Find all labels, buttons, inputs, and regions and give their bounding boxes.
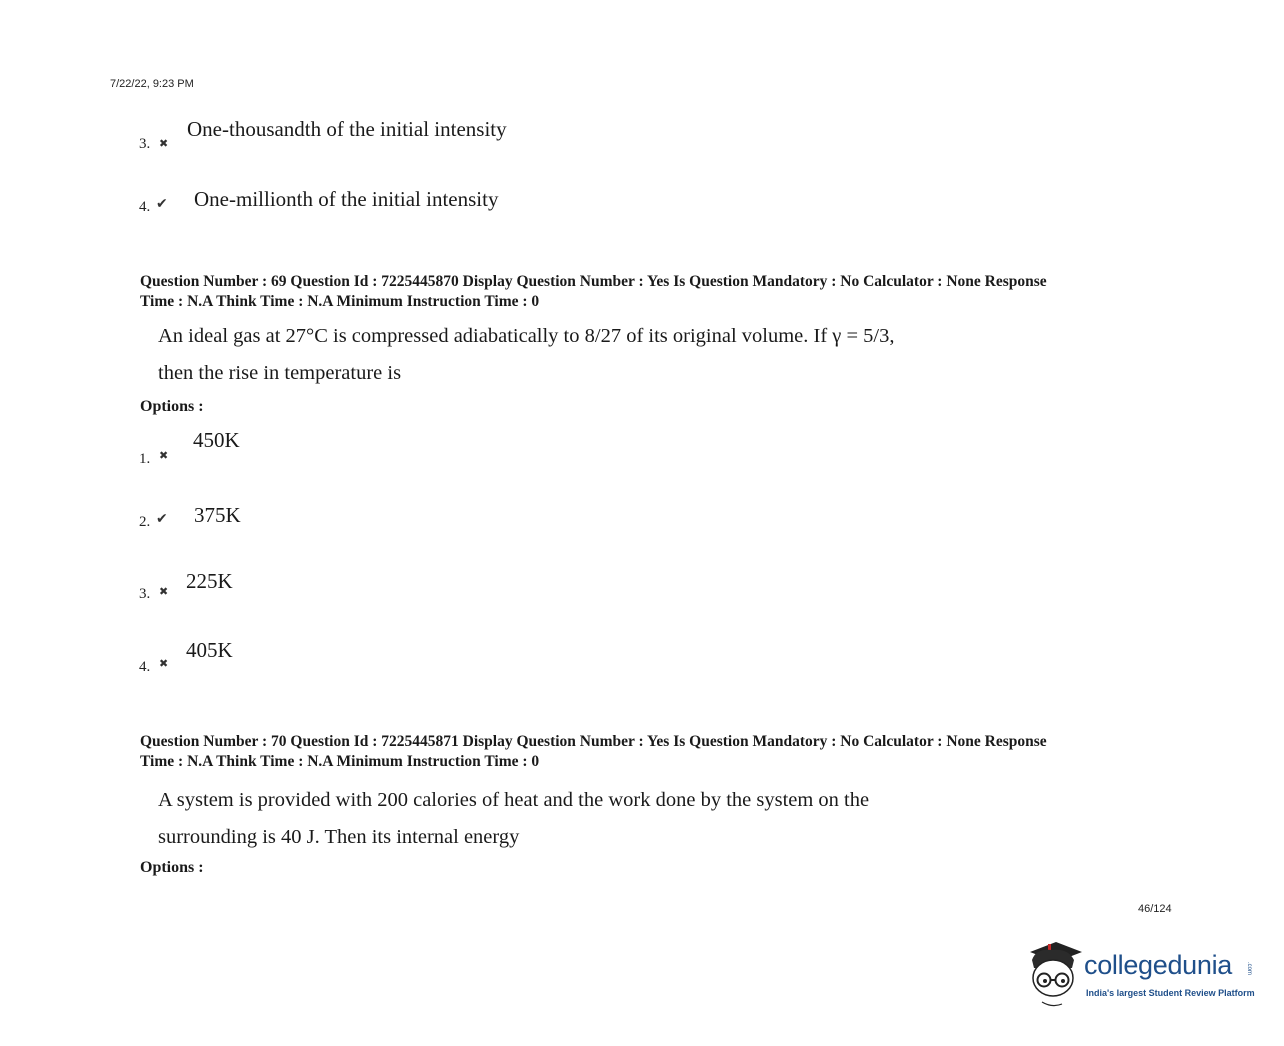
option-text: 405K — [186, 638, 233, 662]
logo-tagline: India's largest Student Review Platform — [1086, 988, 1255, 998]
cross-mark-icon: ✖ — [159, 137, 169, 150]
cross-mark-icon: ✖ — [159, 449, 169, 462]
cross-mark-icon: ✖ — [159, 585, 169, 598]
option-number: 4. — [139, 199, 151, 215]
check-mark-icon: ✔ — [156, 511, 168, 527]
logo-suffix: .com — [1246, 962, 1252, 976]
option-text: 450K — [193, 428, 240, 452]
logo-wordmark: collegedunia — [1084, 950, 1233, 980]
question-meta: Question Number : 69 Question Id : 7225445870 Display Question Number : Yes Is Question Mandatory : No Calculator : None Response Time : N.A Think Time : N.A Minimum Instruction Time : 0 — [140, 273, 1047, 310]
options-label: Options : — [140, 859, 204, 876]
question-text: A system is provided with 200 calories of heat and the work done by the system on the — [158, 789, 870, 811]
option-text: One-thousandth of the initial intensity — [187, 117, 507, 141]
option-number: 2. — [139, 514, 151, 530]
question-meta: Question Number : 70 Question Id : 7225445871 Display Question Number : Yes Is Question Mandatory : No Calculator : None Response Time : N.A Think Time : N.A Minimum Instruction Time : 0 — [140, 733, 1047, 770]
option-number: 3. — [139, 136, 151, 152]
question-text: An ideal gas at 27°C is compressed adiabatically to 8/27 of its original volume. If γ = 5/3, — [158, 325, 895, 347]
print-timestamp: 7/22/22, 9:23 PM — [110, 78, 194, 90]
check-mark-icon: ✔ — [156, 196, 168, 212]
option-number: 3. — [139, 586, 151, 602]
page-number: 46/124 — [1138, 903, 1172, 915]
option-number: 1. — [139, 451, 151, 467]
option-text: 225K — [186, 569, 233, 593]
option-text: One-millionth of the initial intensity — [194, 187, 499, 211]
mascot-icon — [1022, 938, 1086, 1010]
options-label: Options : — [140, 398, 204, 415]
cross-mark-icon: ✖ — [159, 657, 169, 670]
option-number: 4. — [139, 659, 151, 675]
collegedunia-logo — [1022, 938, 1262, 1010]
question-text: then the rise in temperature is — [158, 362, 402, 384]
option-text: 375K — [194, 503, 241, 527]
question-text: surrounding is 40 J. Then its internal energy — [158, 826, 520, 848]
